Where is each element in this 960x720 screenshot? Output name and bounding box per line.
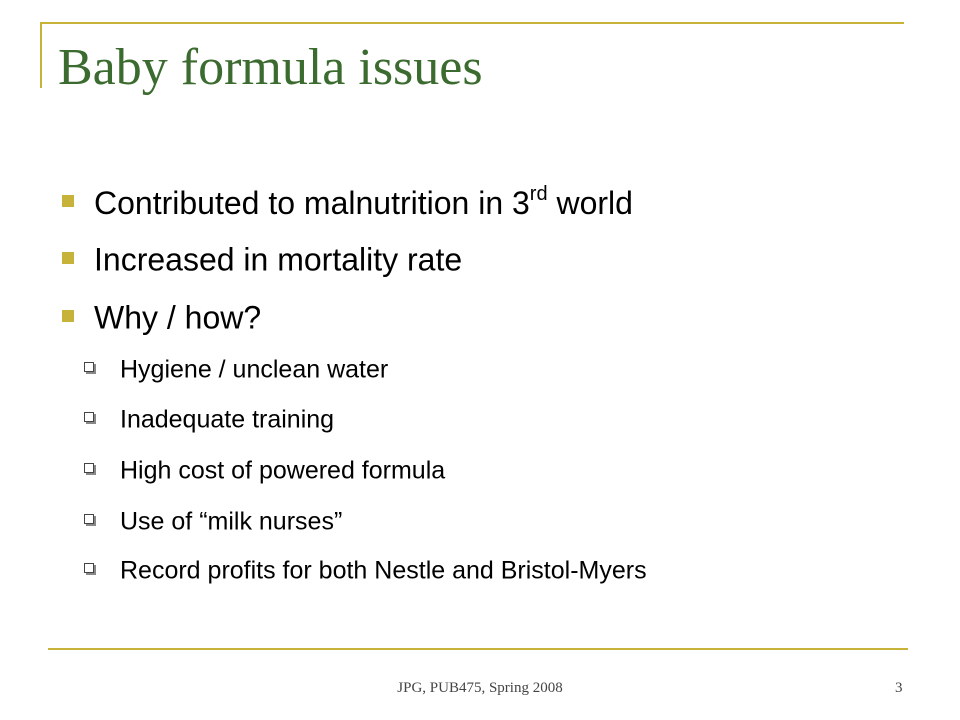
- checkbox-bullet-icon: [84, 412, 94, 422]
- superscript: rd: [529, 182, 548, 205]
- sub-bullet-item: [84, 402, 334, 435]
- sub-bullet-text: Record profits for both Nestle and Bristol-Myers: [120, 556, 647, 585]
- page-number: 3: [895, 680, 903, 696]
- decorative-top-line: [40, 22, 904, 24]
- checkbox-bullet-icon: [84, 563, 94, 573]
- bullet-text: Contributed to malnutrition in 3rd world: [94, 182, 633, 221]
- sub-bullet-text: Use of “milk nurses”: [120, 507, 343, 536]
- sub-bullet-item: [84, 352, 388, 385]
- checkbox-bullet-icon: [84, 514, 94, 524]
- slide-footer: JPG, PUB475, Spring 2008: [397, 680, 563, 696]
- bullet-item: [62, 237, 462, 280]
- sub-bullet-text: High cost of powered formula: [120, 456, 446, 485]
- bullet-text: Increased in mortality rate: [94, 241, 463, 278]
- bullet-text: Why / how?: [94, 299, 262, 336]
- decorative-bottom-line: [48, 648, 908, 650]
- checkbox-bullet-icon: [84, 362, 94, 372]
- slide-title: Baby formula issues: [58, 39, 483, 96]
- sub-bullet-text: Hygiene / unclean water: [120, 355, 389, 384]
- sub-bullet-item: [84, 553, 647, 586]
- checkbox-bullet-icon: [84, 463, 94, 473]
- bullet-item: [62, 295, 261, 338]
- square-bullet-icon: [62, 195, 74, 207]
- bullet-item: [62, 180, 633, 223]
- sub-bullet-item: [84, 453, 445, 486]
- square-bullet-icon: [62, 310, 74, 322]
- sub-bullet-text: Inadequate training: [120, 405, 335, 434]
- sub-bullet-item: [84, 504, 342, 537]
- decorative-vertical-line: [40, 22, 42, 88]
- square-bullet-icon: [62, 252, 74, 264]
